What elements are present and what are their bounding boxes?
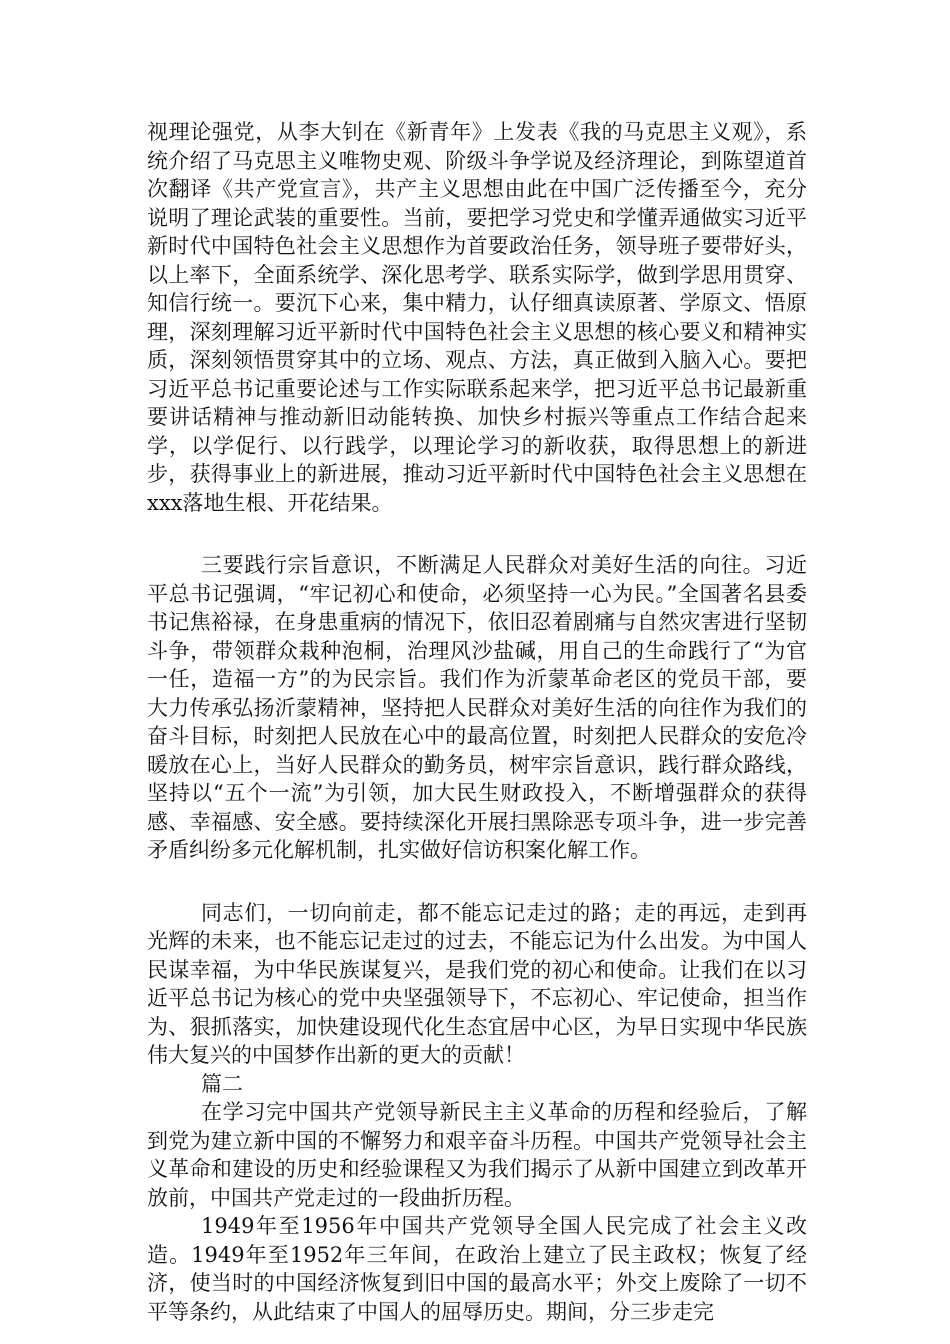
section-heading-part-two: 篇二 <box>201 1071 243 1096</box>
paragraph-theory-study: 视理论强党，从李大钊在《新青年》上发表《我的马克思主义观》，系统介绍了马克思主义唯物史观、阶级斗争学说及经济理论，到陈望道首次翻译《共产党宣言》，共产主义思想由此在中国广泛传播至今，充分说明了理论武装的重要性。当前，要把学习党史和学懂弄通做实习近平新时代中国特色社会主义思想作为首要政治任务，领导班子要带好头，以上率下，全面系统学、深化思考学、联系实际学，做到学思用贯穿、知信行统一。要沉下心来，集中精力，认仔细真读原著、学原文、悟原理，深刻理解习近平新时代中国特色社会主义思想的核心要义和精神实质，深刻领悟贯穿其中的立场、观点、方法，真正做到入脑入心。要把习近平总书记重要论述与工作实际联系起来学，把习近平总书记最新重要讲话精神与推动新旧动能转换、加快乡村振兴等重点工作结合起来学，以学促行、以行践学，以理论学习的新收获，取得思想上的新进步，获得事业上的新进展，推动习近平新时代中国特色社会主义思想在xxx落地生根、开花结果。 <box>147 120 807 515</box>
paragraph-gap <box>147 865 807 899</box>
paragraph-gap <box>147 517 807 551</box>
paragraph-closing-remarks: 同志们，一切向前走，都不能忘记走过的路；走的再远，走到再光辉的未来，也不能忘记走过的过去，不能忘记为什么出发。为中国人民谋幸福，为中华民族谋复兴，是我们党的初心和使命。让我们在以习近平总书记为核心的党中央坚强领导下，不忘初心、牢记使命，担当作为、狠抓落实，加快建设现代化生态宜居中心区，为早日实现中华民族伟大复兴的中国梦作出新的更大的贡献！ <box>147 900 807 1067</box>
paragraph-socialist-transformation: 1949年至1956年中国共产党领导全国人民完成了社会主义改造。1949年至1952年三年间，在政治上建立了民主政权；恢复了经济，使当时的中国经济恢复到旧中国的最高水平；外交上废除了一切不平等条约，从此结束了中国人的屈辱历史。期间，分三步走完 <box>147 1214 807 1324</box>
paragraph-people-purpose: 三要践行宗旨意识，不断满足人民群众对美好生活的向往。习近平总书记强调，“牢记初心和使命，必须坚持一心为民。”全国著名县委书记焦裕禄，在身患重病的情况下，依旧忍着剧痛与自然灾害进行坚韧斗争，带领群众栽种泡桐，治理风沙盐碱，用自己的生命践行了“为官一任，造福一方”的为民宗旨。我们作为沂蒙革命老区的党员干部，要大力传承弘扬沂蒙精神，坚持把人民群众对美好生活的向往作为我们的奋斗目标，时刻把人民放在心中的最高位置，时刻把人民群众的安危冷暖放在心上，当好人民群众的勤务员，树牢宗旨意识，践行群众路线，坚持以“五个一流”为引领，加大民生财政投入，不断增强群众的获得感、幸福感、安全感。要持续深化开展扫黑除恶专项斗争，进一步完善矛盾纠纷多元化解机制，扎实做好信访积案化解工作。 <box>147 553 807 862</box>
paragraph-part-two-intro: 在学习完中国共产党领导新民主主义革命的历程和经验后，了解到党为建立新中国的不懈努力和艰辛奋斗历程。中国共产党领导社会主义革命和建设的历史和经验课程又为我们揭示了从新中国建立到改革开放前，中国共产党走过的一段曲折历程。 <box>147 1100 807 1210</box>
document-page <box>147 118 807 1326</box>
